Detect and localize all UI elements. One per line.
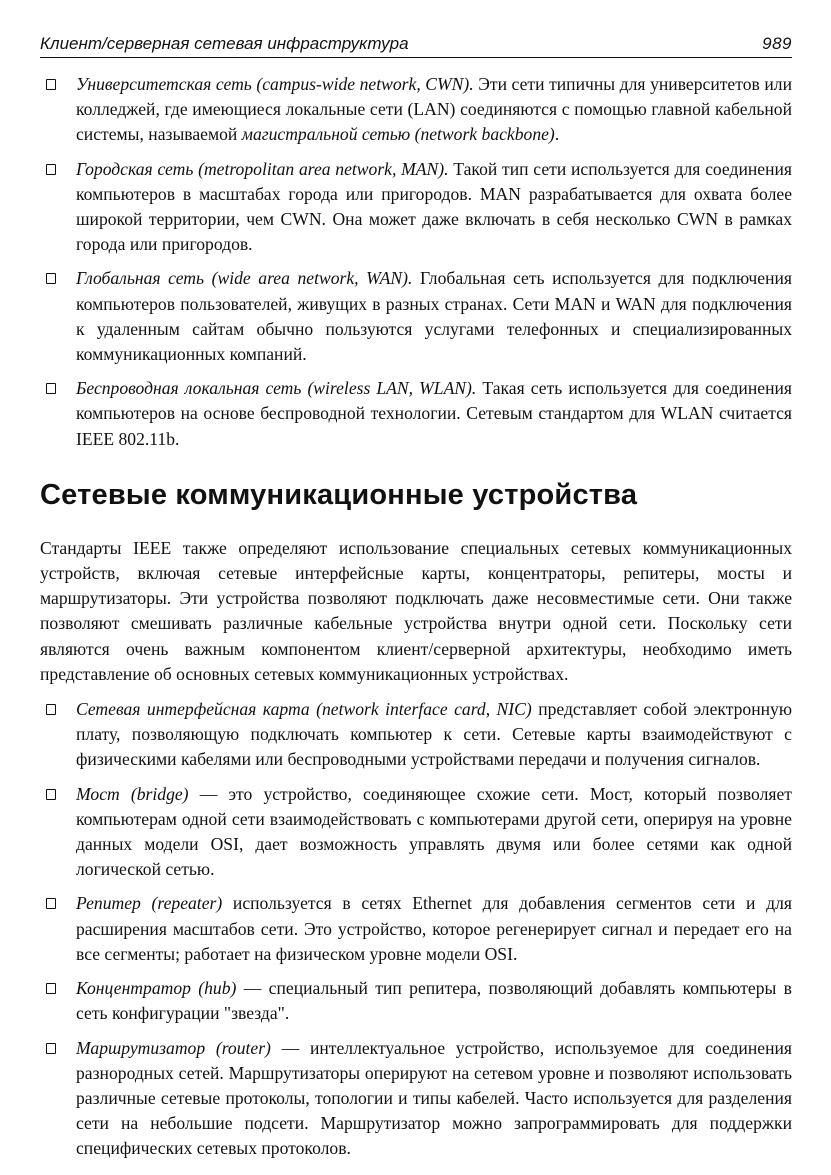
list-item-term: Беспроводная локальная сеть (wireless LAN, WLAN). bbox=[76, 378, 477, 399]
list-item-term: магистральной сетью (network backbone) bbox=[241, 124, 555, 145]
running-header-title: Клиент/серверная сетевая инфраструктура bbox=[40, 34, 409, 53]
devices-list bbox=[40, 697, 792, 1161]
list-item-text: . bbox=[554, 124, 560, 145]
checkbox-bullet-icon bbox=[46, 789, 56, 800]
checkbox-bullet-icon bbox=[46, 273, 56, 284]
list-item-term: Университетская сеть (campus-wide network, CWN). bbox=[76, 74, 474, 94]
checkbox-bullet-icon bbox=[46, 704, 56, 715]
list-item bbox=[40, 697, 792, 773]
checkbox-bullet-icon bbox=[46, 983, 56, 994]
list-item-term: Глобальная сеть (wide area network, WAN). bbox=[76, 268, 413, 289]
checkbox-bullet-icon bbox=[46, 898, 56, 909]
list-item-text: используется в сетях Ethernet для добавления сегментов сети и для расширения масштабов сети. Это устройство, которое регенерирует сигнал и передает его на все сегменты; работает на физическом уровне модели OSI. bbox=[76, 893, 792, 964]
book-page bbox=[40, 34, 792, 1171]
list-item bbox=[40, 266, 792, 367]
checkbox-bullet-icon bbox=[46, 383, 56, 394]
list-item-text: Такая сеть используется для соединения компьютеров на основе беспроводной технологии. Сетевым стандартом для WLAN считается IEEE 802.11b. bbox=[76, 378, 792, 449]
list-item bbox=[40, 157, 792, 258]
list-item-term: Городская сеть (metropolitan area network, MAN). bbox=[76, 158, 449, 179]
section-intro-paragraph: Стандарты IEEE также определяют использование специальных сетевых коммуникационных устройств, включая сетевые интерфейсные карты, концентраторы, репитеры, мосты и маршрутизаторы. Эти устройства позволяют подключать даже несовместимые сети. Они также позволяют смешивать различные кабельные устройства внутри одной сети. Поскольку сети являются очень важным компонентом клиент/серверной архитектуры, необходимо иметь представление об основных сетевых коммуникационных устройствах. bbox=[40, 537, 792, 684]
list-item bbox=[40, 976, 792, 1026]
list-item bbox=[40, 1036, 792, 1162]
list-item bbox=[40, 782, 792, 883]
list-item-text: Эти сети типичны для университетов или колледжей, где имеющиеся локальные сети (LAN) соединяются с помощью главной кабельной системы, называемой bbox=[76, 74, 793, 145]
checkbox-bullet-icon bbox=[46, 1043, 56, 1054]
list-item-term: Мост (bridge) bbox=[76, 783, 189, 804]
list-item-text: Глобальная сеть используется для подключения компьютеров пользователей, живущих в разных странах. Сети MAN и WAN для подключения к удаленным сайтам обычно пользуются услугами телефонных и специализированных коммуникационных компаний. bbox=[76, 268, 792, 365]
list-item-text: представляет собой электронную плату, позволяющую подключать компьютер к сети. Сетевые карты взаимодействуют с физическими кабелями или беспроводными устройствами передачи и получения сигналов. bbox=[76, 699, 792, 770]
list-item-term: Репитер (repeater) bbox=[76, 893, 223, 914]
list-item-text: — интеллектуальное устройство, используемое для соединения разнородных сетей. Маршрутизаторы оперируют на сетевом уровне и позволяют использовать различные сетевые протоколы, топологии и типы кабелей. Часто используется для разделения сети на небольшие подсети. Маршрутизатор можно запрограммировать для поддержки специфических сетевых протоколов. bbox=[76, 1037, 792, 1159]
list-item-text: Такой тип сети используется для соединения компьютеров в масштабах города или пригородов. MAN разрабатывается для охвата более широкой территории, чем CWN. Она может даже включать в себя несколько CWN в рамках города или пригородов. bbox=[76, 158, 793, 255]
checkbox-bullet-icon bbox=[46, 79, 56, 90]
list-item-term: Сетевая интерфейсная карта (network interface card, NIC) bbox=[76, 699, 532, 720]
list-item bbox=[40, 72, 792, 148]
list-item-term: Концентратор (hub) bbox=[76, 978, 237, 999]
checkbox-bullet-icon bbox=[46, 164, 56, 175]
list-item bbox=[40, 891, 792, 967]
list-item-text: — это устройство, соединяющее схожие сети. Мост, который позволяет компьютерам одной сети взаимодействовать с компьютерами другой сети, оперируя на уровне данных модели OSI, дает возможность управлять двумя или более сетями как одной логической сетью. bbox=[76, 783, 792, 880]
network-types-list bbox=[40, 72, 792, 452]
list-item-text: — специальный тип репитера, позволяющий добавлять компьютеры в сеть конфигурации "звезда". bbox=[76, 978, 792, 1024]
list-item bbox=[40, 376, 792, 452]
section-heading: Сетевые коммуникационные устройства bbox=[40, 478, 638, 511]
running-header bbox=[40, 34, 792, 58]
list-item-term: Маршрутизатор (router) bbox=[76, 1037, 271, 1058]
page-number: 989 bbox=[762, 34, 792, 53]
